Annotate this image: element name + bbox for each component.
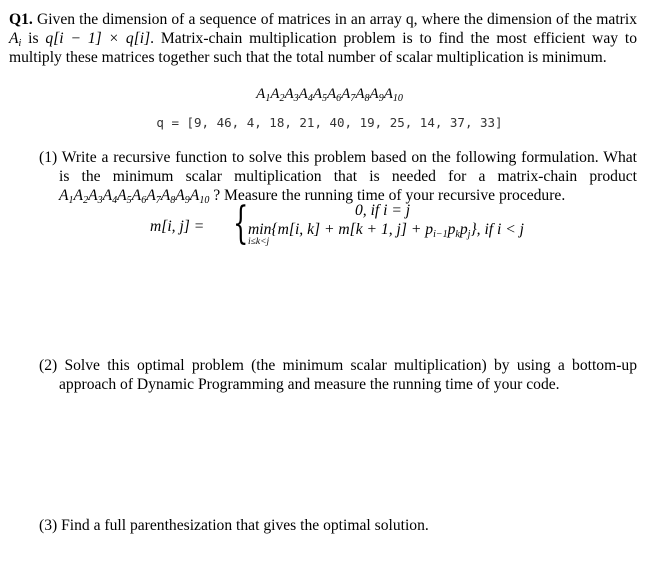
chain-matrix-3: $A_3$: [284, 86, 299, 104]
recurrence-formula: [150, 200, 620, 252]
part3-text: [39, 516, 637, 535]
formula-case-2: min{m[i, k] + m[k + 1, $j] + p_{i-1}p_kp_j$}, if i < j: [248, 221, 525, 240]
chain-matrix-5: $A_5$: [312, 86, 327, 104]
chain-matrix-7: $A_7$: [341, 86, 356, 104]
chain-matrix-6: $A_6$: [131, 187, 147, 206]
intro-text-2: is: [21, 30, 46, 47]
question-label: Q1.: [9, 11, 33, 28]
part2-body: Solve this optimal problem (the minimum scalar multiplication) by using a bottom-up approach of Dynamic Programming and measure the running time of your code.: [59, 357, 637, 393]
intro-text-1: Given the dimension of a sequence of matrices in an array q, where the dimension of the matrix: [36, 11, 637, 28]
chain-matrix-8: $A_8$: [160, 187, 176, 206]
chain-matrix-7: $A_7$: [146, 187, 161, 206]
chain-matrix-9: $A_9$: [369, 86, 384, 104]
chain-matrix-8: $A_8$: [355, 86, 370, 104]
dimension-expression: q[i − 1] × q[i]: [45, 30, 151, 47]
chain-matrix-2: $A_2$: [73, 187, 89, 206]
part2-number: (2): [39, 357, 58, 374]
chain-matrix-6: $A_6$: [327, 86, 342, 104]
chain-matrix-10: $A_{10}$: [189, 187, 210, 206]
chain-matrix-2: $A_2$: [270, 86, 285, 104]
chain-matrix-5: $A_5$: [117, 187, 132, 206]
chain-matrix-4: $A_4$: [298, 86, 313, 104]
chain-matrix-1: $A_1$: [59, 187, 74, 206]
part1-text-b: ? Measure the running time of your recursive procedure.: [209, 187, 566, 204]
array-code-line: q = [9, 46, 4, 18, 21, 40, 19, 25, 14, 37, 33]: [156, 115, 503, 130]
matrix-ai: $A_i$: [9, 30, 22, 49]
part1-number: (1): [39, 149, 58, 166]
matrix-chain-expression: [0, 86, 659, 103]
chain-matrix-10: $A_{10}$: [383, 86, 403, 104]
chain-matrix-4: $A_4$: [102, 187, 118, 206]
part1-text: [39, 148, 637, 205]
question-intro: [9, 10, 637, 67]
formula-lhs: m[i, j] =: [150, 218, 205, 235]
left-brace-symbol: {: [233, 198, 249, 249]
formula-min-subscript: i≤k<j: [248, 237, 270, 247]
part1-text-a: Write a recursive function to solve this problem based on the following formulation. What is the minimum scalar multiplication that is needed for a matrix-chain product: [59, 149, 638, 185]
part2-text: [39, 356, 637, 394]
chain-matrix-3: $A_3$: [88, 187, 103, 206]
part3-number: (3): [39, 517, 58, 534]
part3-body: Find a full parenthesization that gives the optimal solution.: [61, 517, 429, 534]
intro-text-3: . Matrix-chain multiplication problem is to find the most efficient way to multiply these matrices together such that the total number of scalar multiplication is minimum.: [9, 30, 638, 66]
chain-matrix-1: $A_1$: [256, 86, 271, 104]
formula-case-1: 0, if i = j: [355, 202, 411, 219]
chain-matrix-9: $A_9$: [175, 187, 190, 206]
